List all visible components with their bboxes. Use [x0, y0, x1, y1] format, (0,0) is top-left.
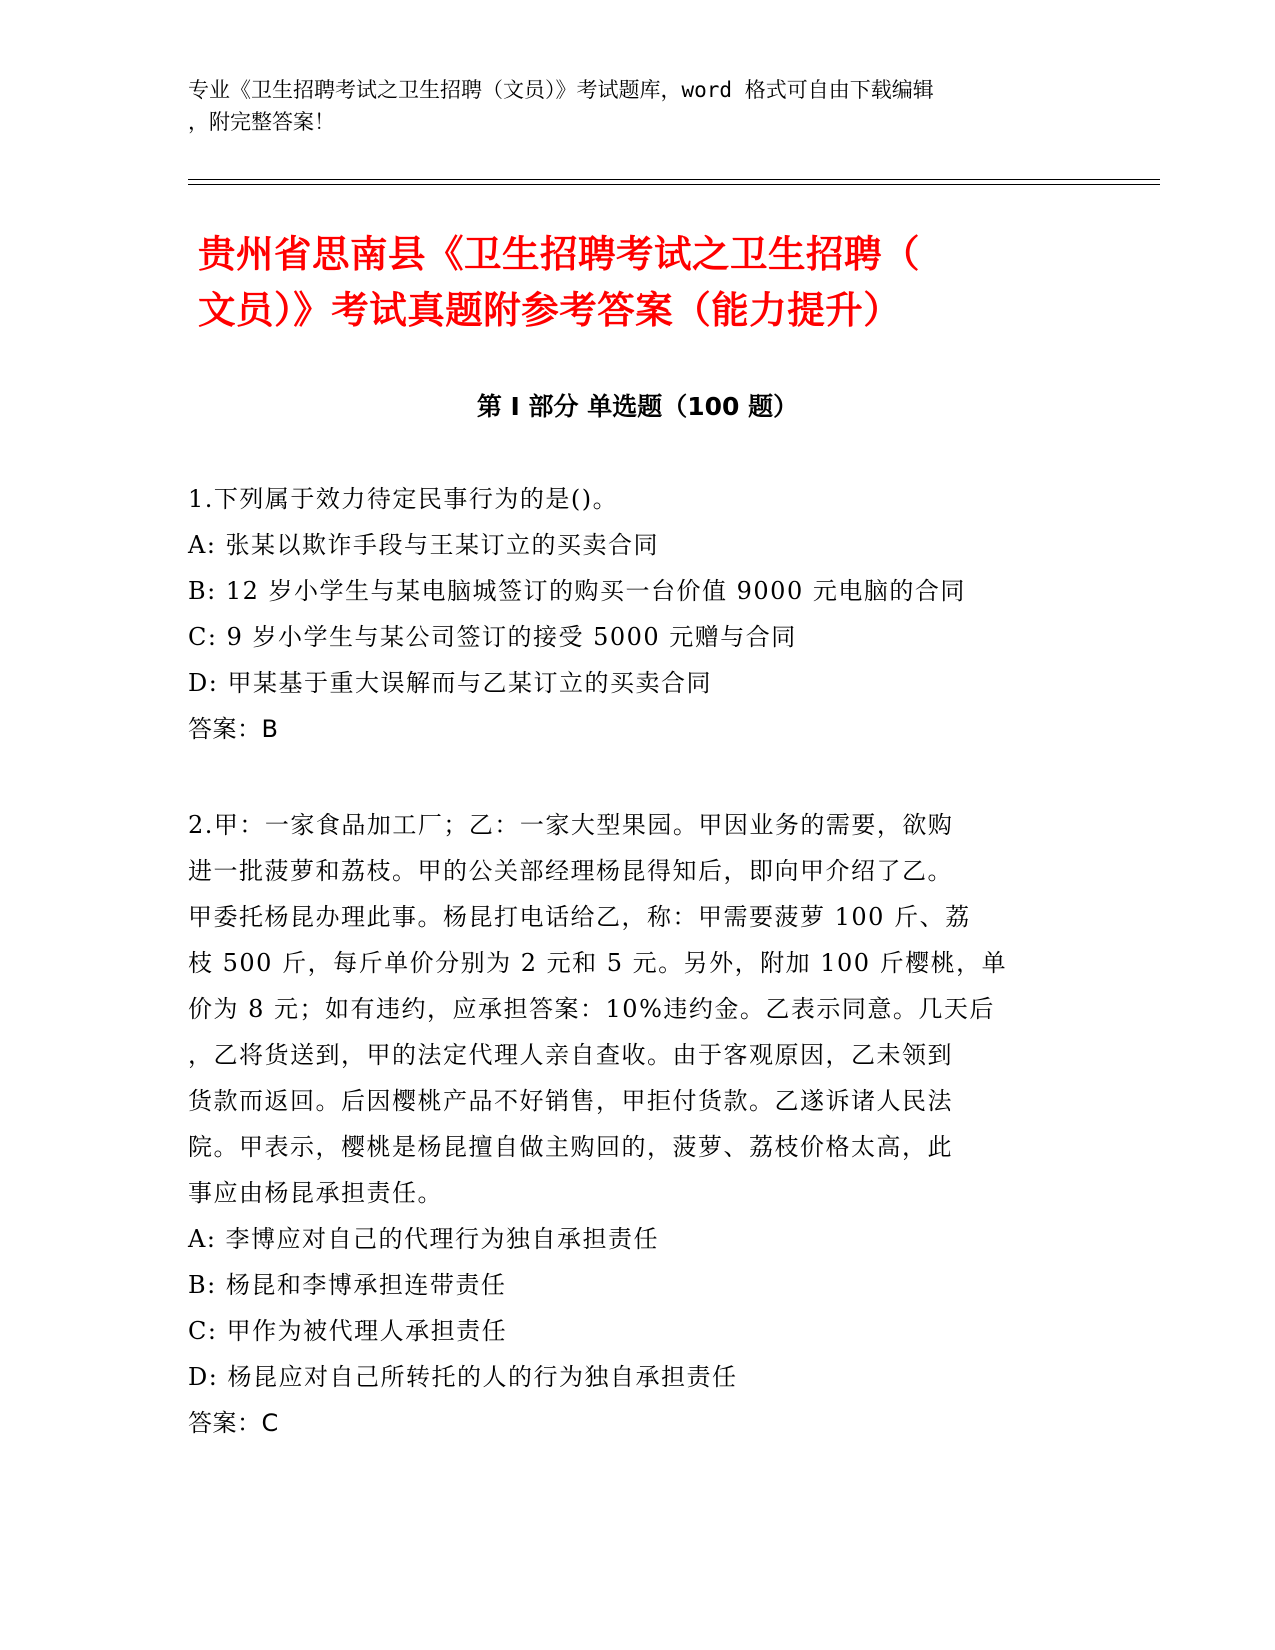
question-stem-line: 货款而返回。后因樱桃产品不好销售，甲拒付货款。乙遂诉诸人民法 [188, 1087, 953, 1115]
header-note [188, 74, 1088, 138]
answer-text: 答案：B [188, 715, 279, 743]
option-d: D: 杨昆应对自己所转托的人的行为独自承担责任 [188, 1363, 738, 1391]
header-divider [188, 184, 1160, 185]
section-heading: 第 I 部分 单选题（100 题） [476, 392, 799, 421]
option-c: C: 甲作为被代理人承担责任 [188, 1317, 508, 1345]
question-stem-line: 进一批菠萝和荔枝。甲的公关部经理杨昆得知后，即向甲介绍了乙。 [188, 857, 953, 885]
question-stem-line: 院。甲表示，樱桃是杨昆擅自做主购回的，菠萝、荔枝价格太高，此 [188, 1133, 953, 1161]
header-note-line: ，附完整答案！ [188, 110, 335, 134]
question-stem-line: 甲委托杨昆办理此事。杨昆打电话给乙，称：甲需要菠萝 100 斤、荔 [188, 903, 971, 931]
answer-text: 答案：C [188, 1409, 279, 1437]
title-line: 贵州省思南县《卫生招聘考试之卫生招聘（ [198, 232, 920, 276]
question-stem: 1.下列属于效力待定民事行为的是()。 [188, 485, 619, 513]
option-c: C: 9 岁小学生与某公司签订的接受 5000 元赠与合同 [188, 623, 797, 651]
question-stem-line: ，乙将货送到，甲的法定代理人亲自查收。由于客观原因，乙未领到 [188, 1041, 953, 1069]
question-stem-line: 2.甲：一家食品加工厂；乙：一家大型果园。甲因业务的需要，欲购 [188, 811, 954, 839]
header-divider [188, 179, 1160, 180]
question-2 [188, 802, 1088, 1446]
question-stem-line: 枝 500 斤，每斤单价分别为 2 元和 5 元。另外，附加 100 斤樱桃，单 [188, 949, 1008, 977]
question-1 [188, 476, 1088, 752]
option-a: A: 张某以欺诈手段与王某订立的买卖合同 [188, 531, 660, 559]
option-b: B: 12 岁小学生与某电脑城签订的购买一台价值 9000 元电脑的合同 [188, 577, 966, 605]
document-title [198, 226, 1098, 338]
header-note-line: 专业《卫生招聘考试之卫生招聘（文员）》考试题库，word 格式可自由下载编辑 [188, 78, 934, 102]
question-stem-line: 事应由杨昆承担责任。 [188, 1179, 443, 1207]
title-line: 文员）》考试真题附参考答案（能力提升） [198, 288, 902, 332]
question-stem-line: 价为 8 元；如有违约，应承担答案：10%违约金。乙表示同意。几天后 [188, 995, 995, 1023]
option-a: A: 李博应对自己的代理行为独自承担责任 [188, 1225, 660, 1253]
option-b: B: 杨昆和李博承担连带责任 [188, 1271, 507, 1299]
option-d: D: 甲某基于重大误解而与乙某订立的买卖合同 [188, 669, 712, 697]
